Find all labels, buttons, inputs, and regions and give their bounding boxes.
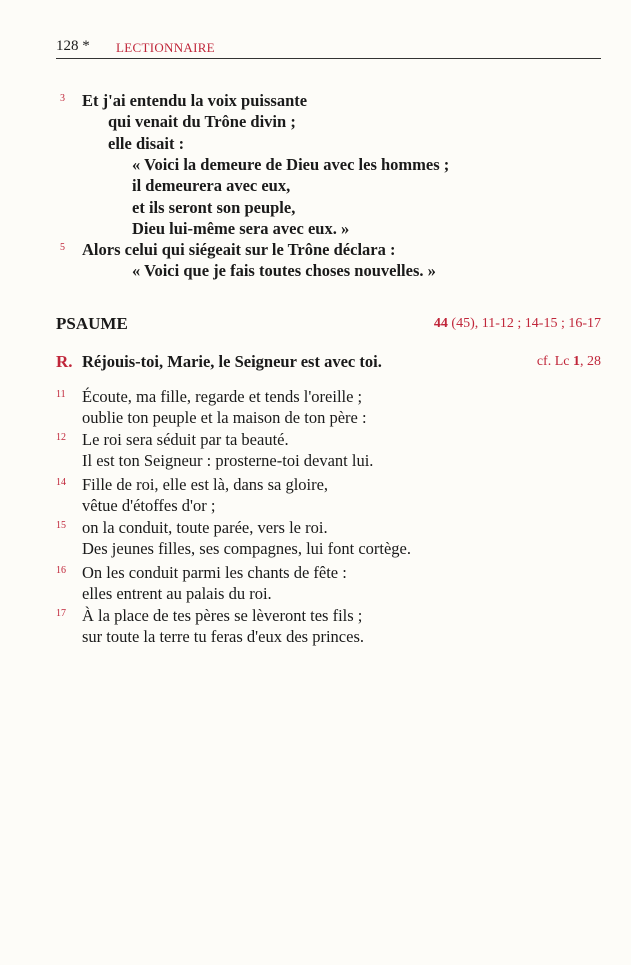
refrain-ref-verse: , 28: [580, 354, 601, 369]
psalm-verse-number: 12: [56, 432, 66, 443]
reading-line: Et j'ai entendu la voix puissante: [82, 91, 308, 110]
psalm-line: Fille de roi, elle est là, dans sa gloire,: [82, 475, 329, 494]
psalm-number: 44: [433, 316, 448, 331]
reading-line: Dieu lui-même sera avec eux. »: [132, 218, 350, 238]
psalm-verse-number: 14: [56, 477, 66, 488]
refrain-symbol: R.: [56, 352, 73, 371]
refrain-ref-prefix: cf. Lc: [536, 354, 573, 369]
reading-line: Alors celui qui siégeait sur le Trône déclara :: [82, 240, 396, 260]
psalm-line: Il est ton Seigneur : prosterne-toi devant lui.: [82, 451, 374, 470]
psalm-verse-number: 17: [56, 608, 66, 619]
reading-line: qui venait du Trône divin ;: [108, 112, 296, 132]
psalm-line: elles entrent au palais du roi.: [82, 584, 272, 603]
reading-line: et ils seront son peuple,: [132, 197, 296, 217]
page-number: 128 *: [56, 38, 90, 54]
psalm-line: Le roi sera séduit par ta beauté.: [82, 430, 289, 449]
reading-line: il demeurera avec eux,: [132, 176, 291, 196]
psalm-line: on la conduit, toute parée, vers le roi.: [82, 518, 328, 537]
refrain-ref-chapter: 1: [573, 354, 580, 369]
refrain-reference: [537, 354, 601, 370]
psalm-verse-number: 16: [56, 565, 66, 576]
psalm-title: PSAUME: [56, 314, 128, 333]
psalm-line: vêtue d'étoffes d'or ;: [82, 496, 216, 515]
refrain-text: Réjouis-toi, Marie, le Seigneur est avec toi.: [82, 352, 382, 371]
psalm-reference: [434, 316, 601, 332]
psalm-line: oublie ton peuple et la maison de ton père :: [82, 408, 367, 427]
psalm-line: sur toute la terre tu feras d'eux des princes.: [82, 627, 364, 646]
reading-line: « Voici que je fais toutes choses nouvelles. »: [132, 261, 436, 281]
psalm-line: Des jeunes filles, ses compagnes, lui font cortège.: [82, 539, 411, 558]
psalm-line: Écoute, ma fille, regarde et tends l'oreille ;: [82, 387, 363, 406]
psalm-verse-number: 15: [56, 520, 66, 531]
section-title: LECTIONNAIRE: [116, 40, 215, 55]
reading-verse-number: 3: [60, 93, 65, 104]
psalm-line: À la place de tes pères se lèveront tes fils ;: [82, 606, 363, 625]
reading-line: elle disait :: [108, 133, 185, 153]
page-header: [56, 36, 601, 59]
reading-line: « Voici la demeure de Dieu avec les hommes ;: [132, 154, 450, 174]
reading-verse-number: 5: [60, 242, 65, 254]
psalm-line: On les conduit parmi les chants de fête :: [82, 563, 347, 582]
psalm-verse-number: 11: [56, 389, 66, 400]
psalm-verses: (45), 11-12 ; 14-15 ; 16-17: [447, 316, 601, 331]
